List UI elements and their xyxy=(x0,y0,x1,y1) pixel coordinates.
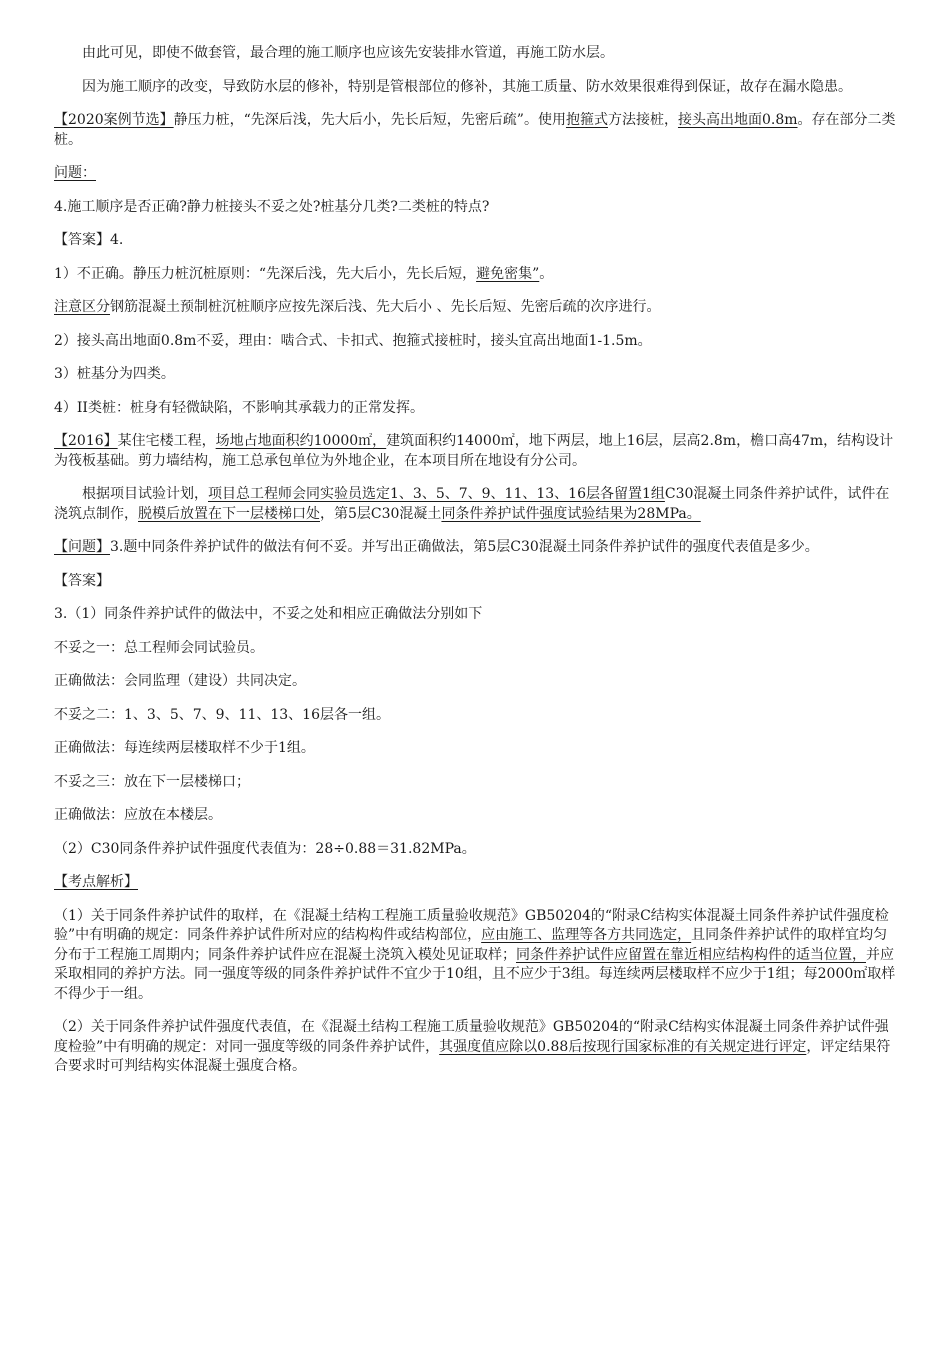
paragraph-conclusion: 由此可见，即使不做套管，最合理的施工顺序也应该先安装排水管道，再施工防水层。 xyxy=(82,45,614,61)
paragraph-fault-3: 不妥之三：放在下一层楼梯口； xyxy=(54,773,250,790)
question-tag: 【问题】 xyxy=(54,539,110,555)
underlined-segment: 场地占地面积约10000㎡， xyxy=(215,433,387,449)
paragraph-test-plan xyxy=(54,485,898,524)
text-segment: 根据项目试验计划， xyxy=(82,486,208,502)
paragraph-answer-3-intro: 3.（1）同条件养护试件的做法中，不妥之处和相应正确做法分别如下 xyxy=(54,606,483,622)
paragraph-analysis-1 xyxy=(54,907,898,1005)
text-segment: 建筑面积约14000㎡，地下两层，地上16层，层高2.8m，檐口高47m，结构设计为筏板基础。剪力墙结构，施工总承包单位为外地企业，在本项目所在地设有分公司。 xyxy=(54,433,894,469)
text-segment: ，评定结果符合要求时可判结构实体混凝土强度合格。 xyxy=(54,1038,891,1074)
paragraph-answer-3: 3）桩基分为四类。 xyxy=(54,366,175,382)
paragraph-note xyxy=(54,298,898,318)
paragraph-answer-4: 4）II类桩：桩身有轻微缺陷，不影响其承载力的正常发挥。 xyxy=(54,399,424,416)
text-segment: ，第5层C30混凝土 xyxy=(320,505,442,522)
paragraph-analysis-label xyxy=(54,873,898,893)
text-segment: C30混凝土同条件养护试件，试件在浇筑点制作， xyxy=(54,486,890,522)
paragraph-correct-3: 正确做法：应放在本楼层。 xyxy=(54,807,222,823)
text-segment: 方法接桩， xyxy=(607,112,678,128)
underlined-segment: 脱模后放置在下一层楼梯口处 xyxy=(138,505,320,522)
text-segment: 3.题中同条件养护试件的做法有何不妥。并写出正确做法，第5层C30混凝土同条件养护试件的强度代表值是多少。 xyxy=(110,539,819,555)
underlined-segment: 项目总工程师会同实验员选定1、3、5、7、9、11、13、16层各留置1组 xyxy=(208,486,665,502)
text-segment: 且同条件养护试件的取样宜均匀分布于工程施工周期内；同条件养护试件应在混凝土浇筑入模处见证取样； xyxy=(54,927,888,963)
paragraph-correct-2: 正确做法：每连续两层楼取样不少于1组。 xyxy=(54,740,315,756)
paragraph-answer-label: 【答案】4. xyxy=(54,232,124,248)
text-segment: 。存在部分二类桩。 xyxy=(54,112,896,148)
analysis-tag: 【考点解析】 xyxy=(54,874,138,890)
text-segment: （2）关于同条件养护试件强度代表值，在《混凝土结构工程施工质量验收规范》GB50204的“附录C结构实体混凝土同条件养护试件强度检验”中有明确的规定：对同一强度等级的同条件养护试件， xyxy=(54,1019,889,1055)
document-page xyxy=(54,44,898,1091)
paragraph-question-3 xyxy=(54,538,898,558)
question-label: 问题： xyxy=(54,165,96,181)
paragraph-answer-1 xyxy=(54,265,898,285)
text-segment: 钢筋混凝土预制桩沉桩顺序应按先深后浅、先大后小 、先长后短、先密后疏的次序进行。 xyxy=(110,299,661,315)
paragraph-fault-2: 不妥之二：1、3、5、7、9、11、13、16层各一组。 xyxy=(54,706,390,723)
text-segment: 某住宅楼工程， xyxy=(117,433,216,449)
paragraph-correct-1: 正确做法：会同监理（建设）共同决定。 xyxy=(54,673,306,689)
paragraph-question-label xyxy=(54,164,898,184)
underlined-segment: 应由施工、监理等各方共同选定， xyxy=(481,927,692,943)
underlined-segment: 接头高出地面0.8m xyxy=(677,112,798,128)
paragraph-analysis-2 xyxy=(54,1018,898,1077)
case-tag: 【2020案例节选】 xyxy=(54,112,174,128)
paragraph-answer-2: 2）接头高出地面0.8m不妥，理由：啮合式、卡扣式、抱箍式接桩时，接头宜高出地面1-1.5m。 xyxy=(54,332,652,349)
underlined-segment: 避免密集” xyxy=(476,265,540,282)
text-segment: 1）不正确。静压力桩沉桩原则：“先深后浅，先大后小，先长后短， xyxy=(54,265,477,282)
text-segment: 并应采取相同的养护方法。同一强度等级的同条件养护试件不宜少于10组，且不应少于3组。每连续两层楼取样不应少于1组；每2000㎡取样不得少于一组。 xyxy=(54,946,896,1002)
paragraph-answer-label-2: 【答案】 xyxy=(54,572,110,589)
underlined-segment: 同条件养护试件强度试验结果为28MPa。 xyxy=(441,505,701,522)
underlined-segment: 其强度值应除以0.88后按现行国家标准的有关规定进行评定 xyxy=(439,1038,807,1055)
case-tag: 【2016】 xyxy=(54,433,118,449)
paragraph-strength-value: （2）C30同条件养护试件强度代表值为：28÷0.88＝31.82MPa。 xyxy=(54,840,476,857)
paragraph-risk: 因为施工顺序的改变，导致防水层的修补，特别是管根部位的修补，其施工质量、防水效果很难得到保证，故存在漏水隐患。 xyxy=(82,78,852,95)
paragraph-case-2020 xyxy=(54,111,898,150)
text-segment: 。 xyxy=(539,265,554,282)
underlined-segment: 注意区分 xyxy=(54,299,110,315)
paragraph-fault-1: 不妥之一：总工程师会同试验员。 xyxy=(54,639,264,656)
paragraph-case-2016 xyxy=(54,432,898,471)
underlined-segment: 同条件养护试件应留置在靠近相应结构构件的适当位置， xyxy=(516,946,866,963)
text-segment: 静压力桩，“先深后浅，先大后小，先长后短，先密后疏”。使用 xyxy=(173,112,566,128)
paragraph-question-4: 4.施工顺序是否正确?静力桩接头不妥之处?桩基分几类?二类桩的特点? xyxy=(54,198,490,215)
underlined-segment: 抱箍式 xyxy=(565,112,608,128)
text-segment: （1）关于同条件养护试件的取样，在《混凝土结构工程施工质量验收规范》GB50204的“附录C结构实体混凝土同条件养护试件强度检验”中有明确的规定：同条件养护试件所对应的结构构件或结构部位， xyxy=(54,907,889,943)
